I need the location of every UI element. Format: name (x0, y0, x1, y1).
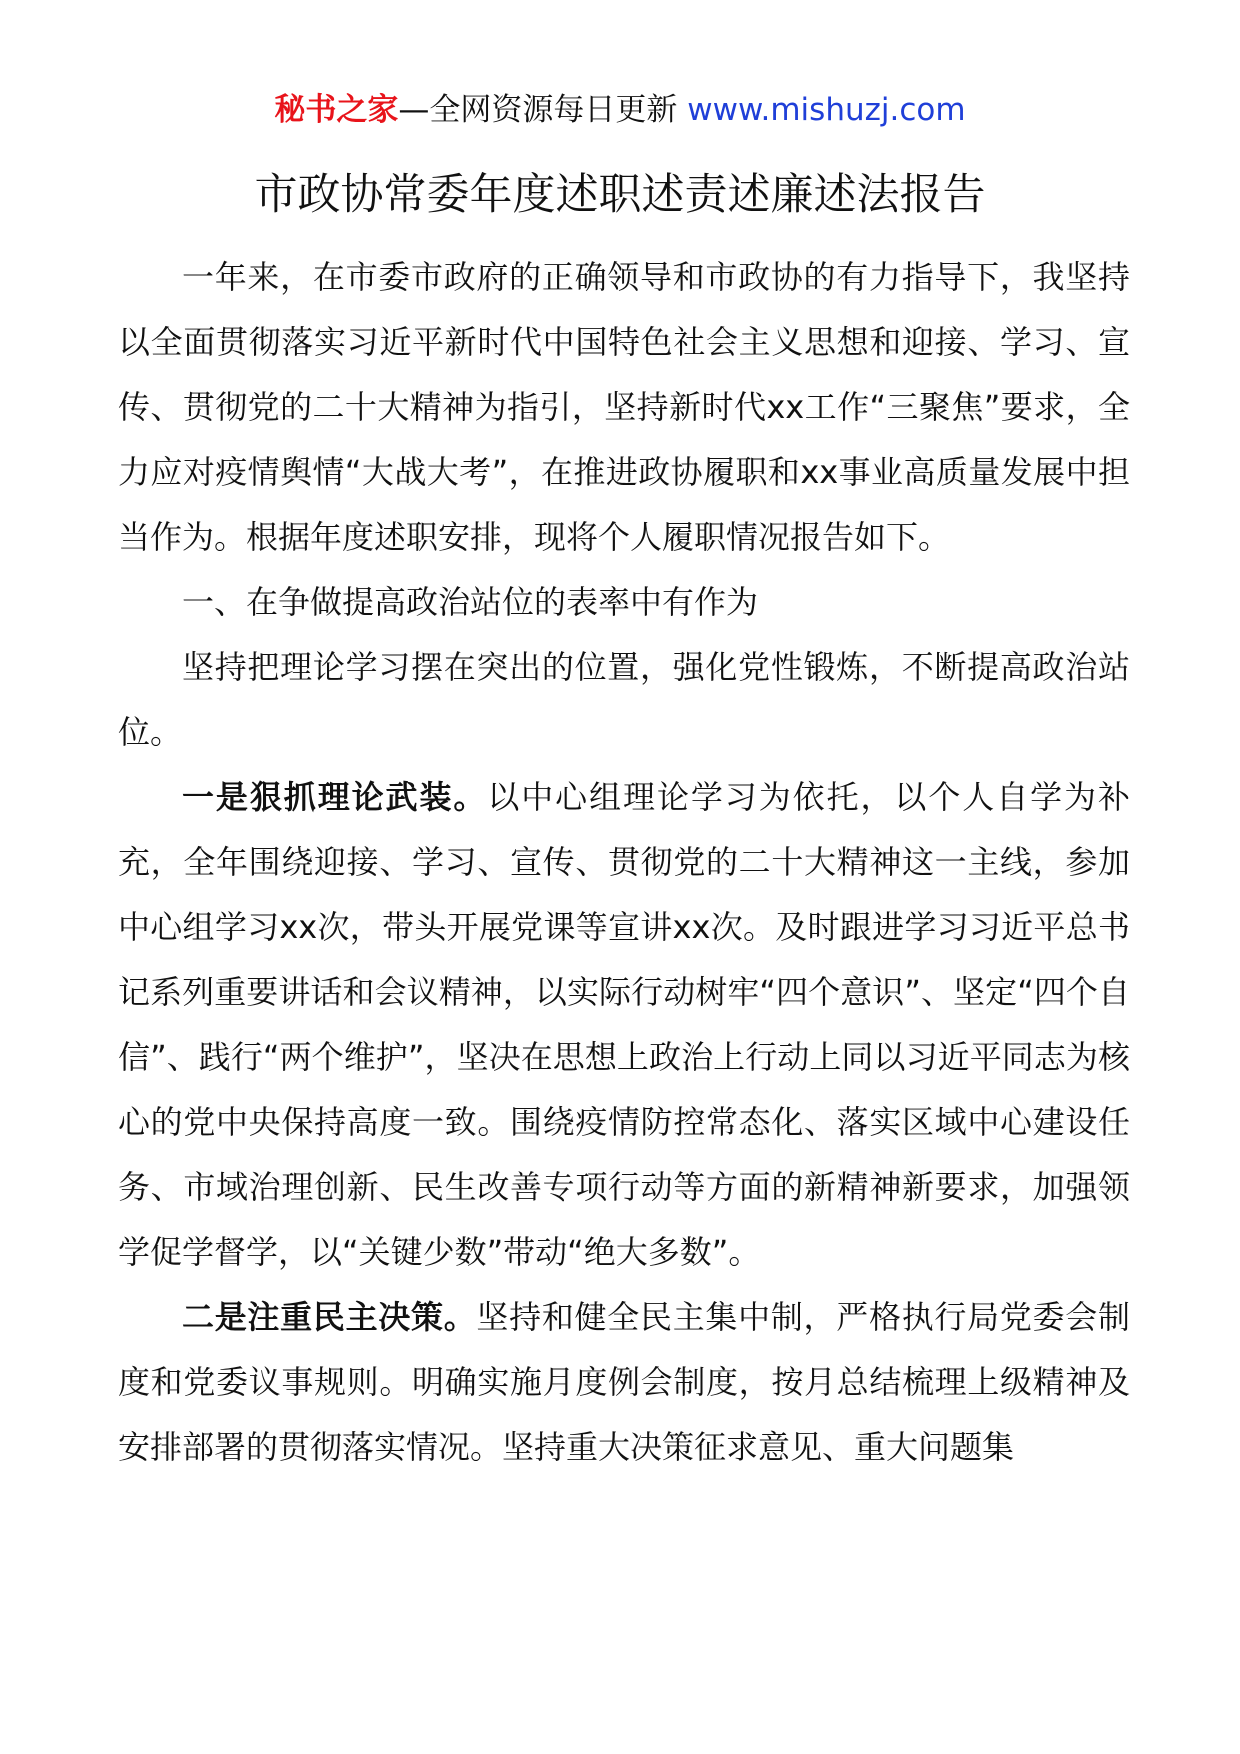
section-heading (118, 570, 1130, 635)
point-one-paragraph (118, 765, 1130, 1285)
paragraph-text: 一、在争做提高政治站位的表率中有作为 (182, 583, 759, 621)
section-summary-paragraph (118, 635, 1130, 765)
document-title: 市政协常委年度述职述责述廉述法报告 (254, 170, 986, 220)
paragraph-text: 坚持和健全民主集中制，严格执行局党委会制度和党委议事规则。明确实施月度例会制度，按月总结梳理上级精神及安排部署的贯彻落实情况。坚持重大决策征求意见、重大问题集 (118, 1298, 1130, 1466)
paragraph-text: 坚持把理论学习摆在突出的位置，强化党性锻炼，不断提高政治站位。 (118, 648, 1130, 751)
paragraph-text: 以中心组理论学习为依托，以个人自学为补充，全年围绕迎接、学习、宣传、贯彻党的二十大精神这一主线，参加中心组学习xx次，带头开展党课等宣讲xx次。及时跟进学习习近平总书记系列重要讲话和会议精神，以实际行动树牢“四个意识”、坚定“四个自信”、践行“两个维护”，坚决在思想上政治上行动上同以习近平同志为核心的党中央保持高度一致。围绕疫情防控常态化、落实区域中心建设任务、市域治理创新、民生改善专项行动等方面的新精神新要求，加强领学促学督学，以“关键少数”带动“绝大多数”。 (118, 778, 1130, 1271)
paragraph-text: 一年来，在市委市政府的正确领导和市政协的有力指导下，我坚持以全面贯彻落实习近平新时代中国特色社会主义思想和迎接、学习、宣传、贯彻党的二十大精神为指引，坚持新时代xx工作“三聚焦”要求，全力应对疫情舆情“大战大考”，在推进政协履职和xx事业高质量发展中担当作为。根据年度述职安排，现将个人履职情况报告如下。 (118, 258, 1130, 556)
site-banner (0, 84, 1240, 136)
document-body (118, 245, 1130, 1480)
site-url-link[interactable]: www.mishuzj.com (687, 92, 966, 128)
paragraph-lead: 一是狠抓理论武装。 (182, 778, 488, 816)
point-two-paragraph (118, 1285, 1130, 1480)
brand-name: 秘书之家 (274, 92, 399, 128)
intro-paragraph (118, 245, 1130, 570)
paragraph-lead: 二是注重民主决策。 (182, 1298, 477, 1336)
banner-tagline: —全网资源每日更新 (398, 92, 678, 128)
